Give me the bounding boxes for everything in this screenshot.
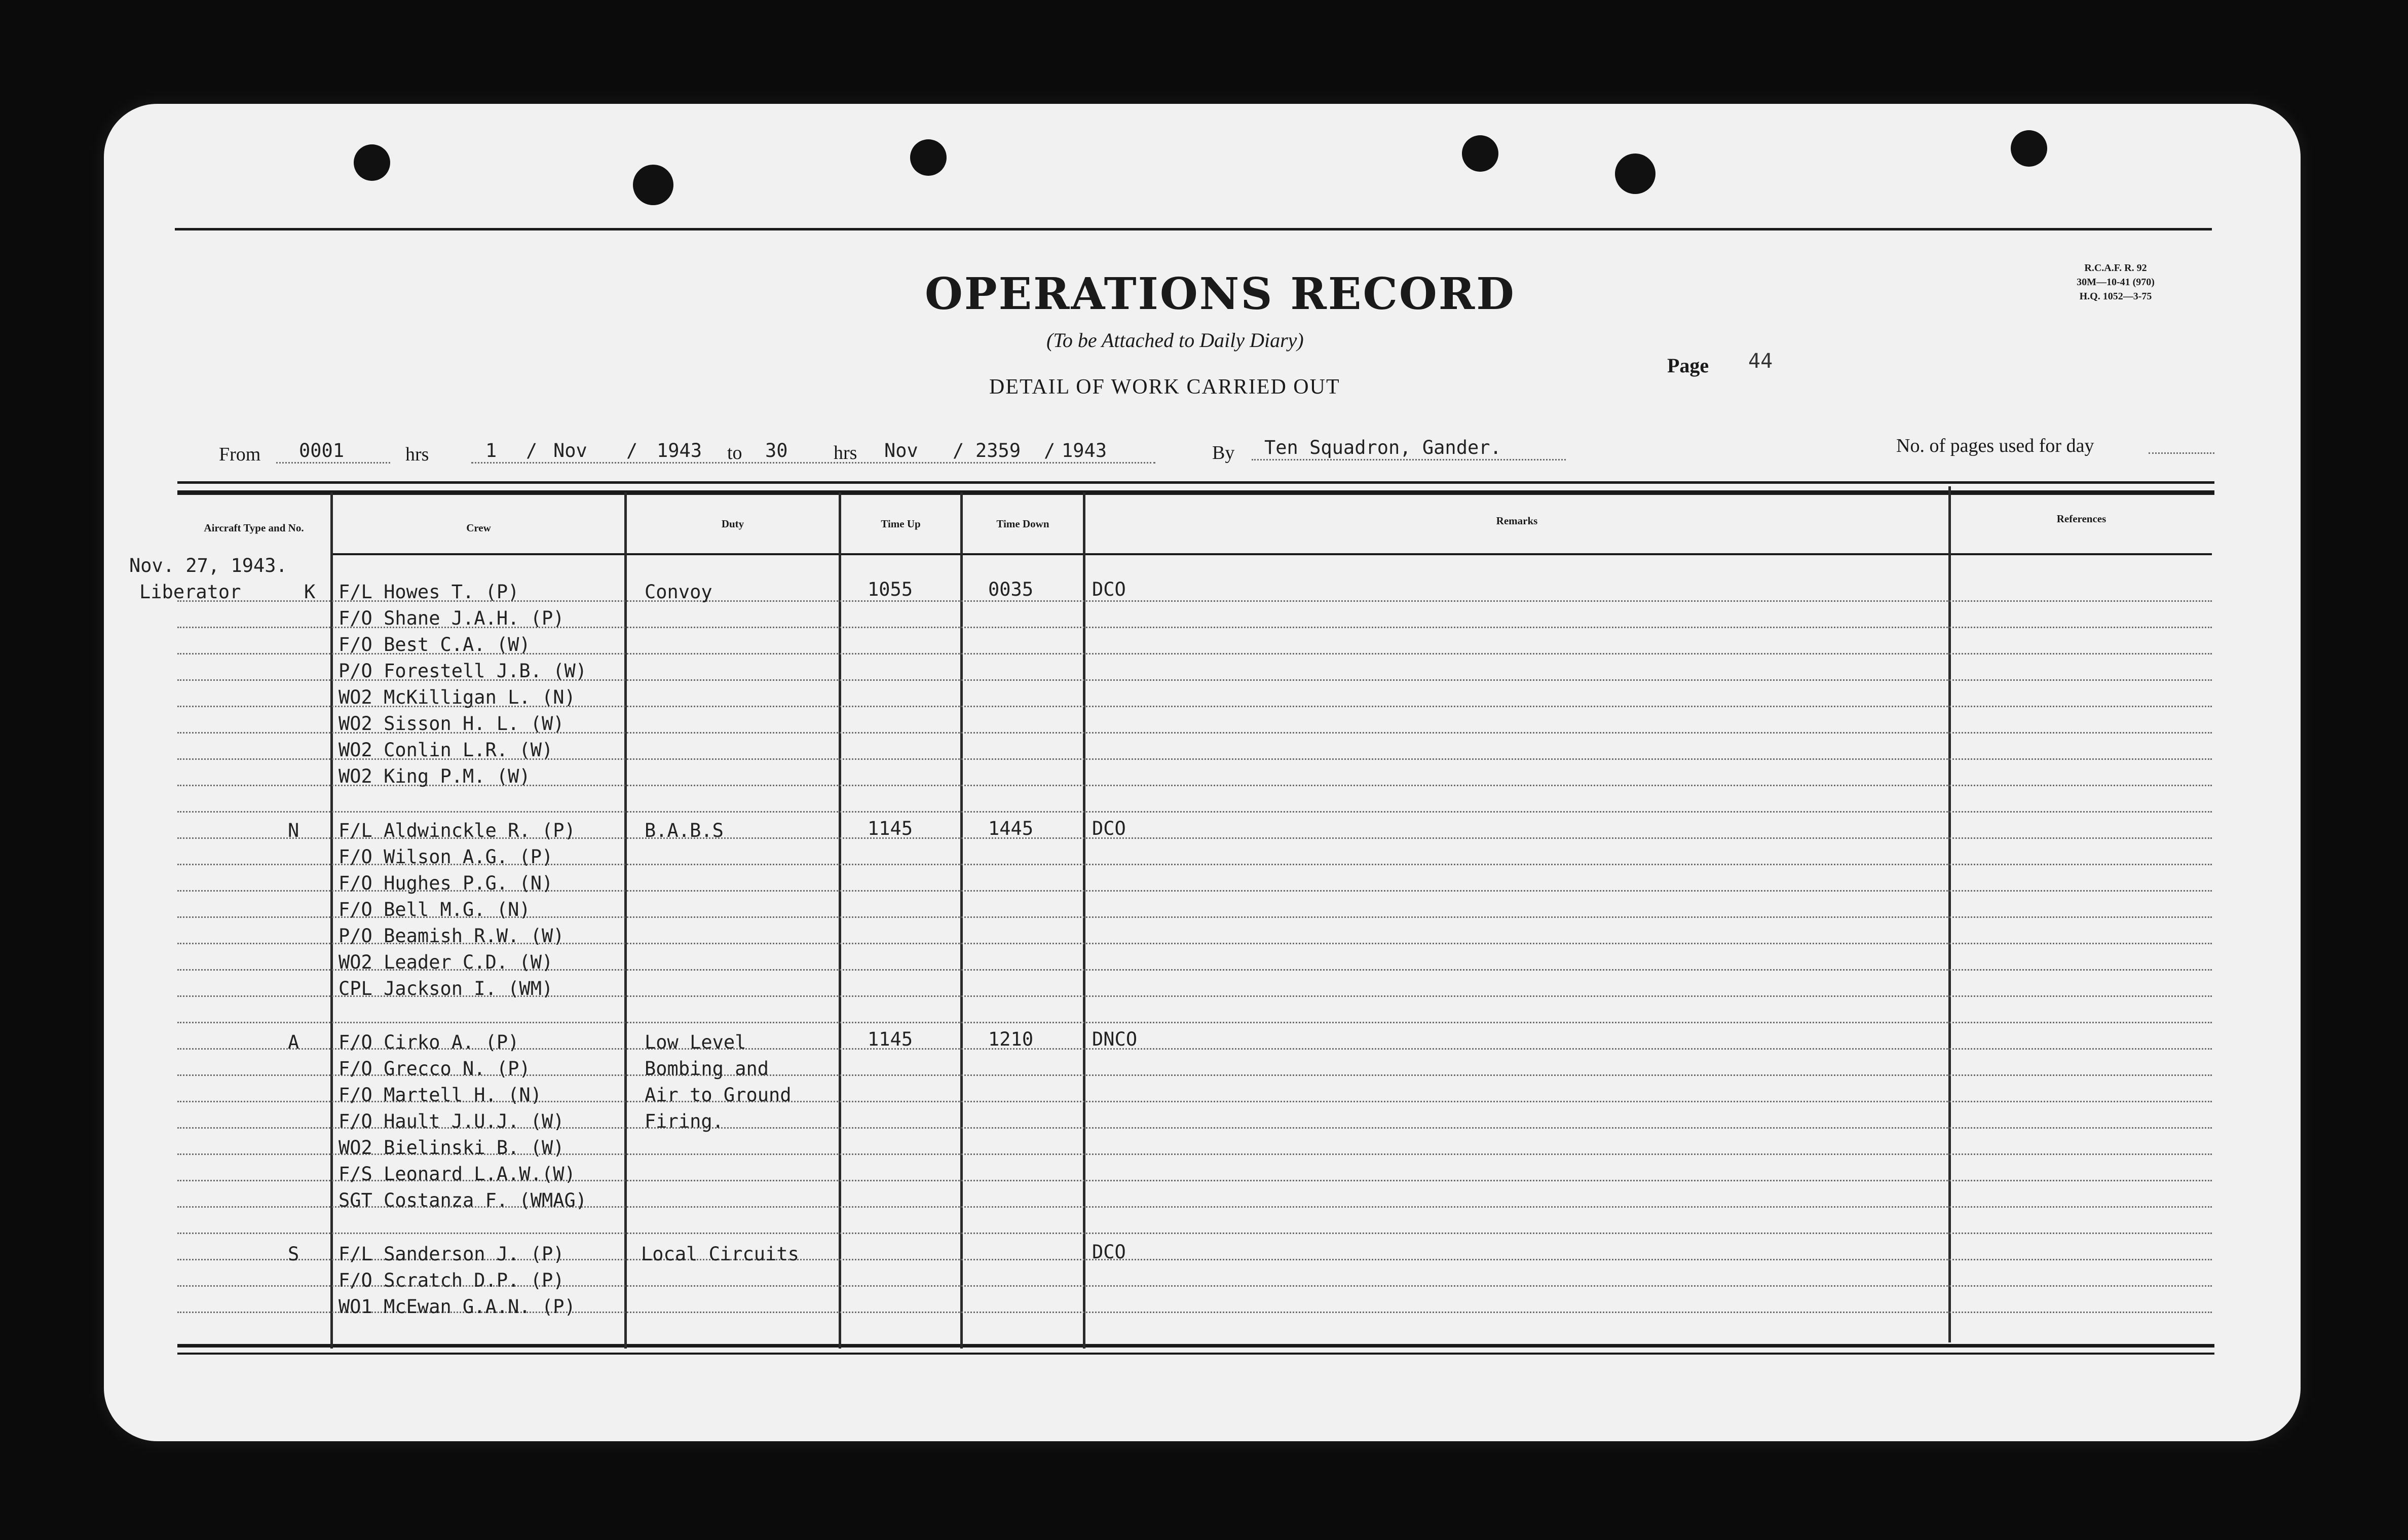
column-header-aircraft: Aircraft Type and No. [204, 522, 304, 534]
remarks-text: DNCO [1092, 1028, 1138, 1050]
column-divider [960, 492, 963, 1349]
crew-member: F/O Wilson A.G. (P) [338, 846, 553, 868]
form-code [2060, 261, 2171, 303]
table-top-rule [177, 490, 2214, 495]
fill-dots [276, 462, 390, 464]
crew-member: WO2 McKilligan L. (N) [338, 686, 576, 708]
duty-text: Air to Ground [645, 1084, 792, 1106]
entry-date: Nov. 27, 1943. [129, 555, 287, 576]
table-bottom-rule [177, 1353, 2214, 1355]
crew-member: P/O Forestell J.B. (W) [338, 660, 587, 682]
crew-member: WO2 Sisson H. L. (W) [338, 713, 565, 735]
column-divider [1948, 486, 1951, 1342]
remarks-text: DCO [1092, 818, 1126, 839]
table-top-rule [177, 481, 2214, 484]
crew-member: F/L Howes T. (P) [338, 581, 519, 603]
punch-hole [633, 165, 673, 205]
aircraft-letter: N [288, 820, 299, 841]
form-code-line: R.C.A.F. R. 92 [2084, 262, 2147, 274]
hrs-label: hrs [405, 444, 429, 465]
form-code-line: H.Q. 1052—3-75 [2079, 291, 2152, 302]
to-day: 30 [765, 440, 788, 461]
separator: / [1044, 440, 1056, 461]
time-up: 1145 [868, 818, 913, 839]
crew-member: SGT Costanza F. (WMAG) [338, 1189, 587, 1211]
crew-member: F/O Scratch D.P. (P) [338, 1269, 565, 1291]
from-hrs: 0001 [299, 440, 345, 461]
punch-hole [354, 144, 390, 181]
crew-member: F/O Cirko A. (P) [338, 1031, 519, 1053]
column-header-remarks: Remarks [1496, 515, 1538, 527]
aircraft-letter: K [304, 581, 316, 603]
page-label: Page [1667, 354, 1709, 377]
fill-dots [2149, 452, 2214, 454]
column-header-crew: Crew [466, 522, 491, 534]
to-label: to [727, 442, 742, 464]
fill-dots [471, 462, 1155, 464]
record-title: OPERATIONS RECORD [925, 268, 1516, 320]
ruled-line [177, 1233, 2212, 1234]
detail-heading: DETAIL OF WORK CARRIED OUT [989, 375, 1340, 399]
time-up: 1145 [868, 1028, 913, 1050]
to-year: 1943 [1062, 440, 1107, 461]
to-hrs: 2359 [975, 440, 1021, 461]
crew-member: F/L Aldwinckle R. (P) [338, 820, 576, 841]
separator: / [953, 440, 964, 461]
record-subtitle: (To be Attached to Daily Diary) [1046, 329, 1304, 352]
remarks-text: DCO [1092, 1241, 1126, 1263]
crew-member: F/O Shane J.A.H. (P) [338, 607, 565, 629]
hrs-label-2: hrs [834, 442, 857, 464]
crew-member: WO2 Leader C.D. (W) [338, 951, 553, 973]
column-header-references: References [2056, 513, 2106, 525]
form-code-line: 30M—10-41 (970) [2077, 277, 2155, 288]
by-label: By [1212, 442, 1235, 464]
ruled-line [177, 811, 2212, 813]
time-up: 1055 [868, 579, 913, 600]
time-down: 0035 [988, 579, 1034, 600]
aircraft-letter: A [288, 1031, 299, 1053]
crew-member: F/O Bell M.G. (N) [338, 899, 531, 920]
crew-member: F/O Hughes P.G. (N) [338, 872, 553, 894]
column-header-duty: Duty [721, 518, 744, 530]
column-divider [1083, 492, 1085, 1349]
to-month: Nov [884, 440, 918, 461]
punch-hole [1462, 135, 1498, 172]
crew-member: F/O Martell H. (N) [338, 1084, 542, 1106]
crew-member: WO2 Conlin L.R. (W) [338, 739, 553, 761]
duty-text: Firing. [645, 1110, 724, 1132]
top-rule [175, 228, 2212, 230]
separator: / [626, 440, 638, 461]
separator: / [526, 440, 538, 461]
from-label: From [219, 444, 261, 465]
duty-text: Bombing and [645, 1058, 769, 1080]
column-divider [624, 492, 627, 1349]
crew-member: F/L Sanderson J. (P) [338, 1243, 565, 1265]
crew-member: F/O Hault J.U.J. (W) [338, 1110, 565, 1132]
page-number: 44 [1748, 350, 1773, 373]
by-unit: Ten Squadron, Gander. [1264, 437, 1501, 458]
crew-member: CPL Jackson I. (WM) [338, 978, 553, 999]
column-divider [839, 492, 841, 1349]
aircraft-letter: S [288, 1243, 299, 1265]
duty-text: Local Circuits [641, 1243, 799, 1265]
from-day: 1 [485, 440, 497, 461]
time-down: 1210 [988, 1028, 1034, 1050]
time-down: 1445 [988, 818, 1034, 839]
table-bottom-rule [177, 1344, 2214, 1348]
crew-member: F/O Grecco N. (P) [338, 1058, 531, 1080]
crew-member: F/O Best C.A. (W) [338, 634, 531, 656]
crew-member: WO2 Bielinski B. (W) [338, 1137, 565, 1159]
duty-text: B.A.B.S [645, 820, 724, 841]
from-month: Nov [553, 440, 587, 461]
crew-member: WO2 King P.M. (W) [338, 765, 531, 787]
punch-hole [2011, 130, 2047, 167]
column-header-time-up: Time Up [881, 518, 921, 530]
pages-used-label: No. of pages used for day [1896, 435, 2094, 456]
fill-dots [1252, 459, 1566, 460]
crew-member: P/O Beamish R.W. (W) [338, 925, 565, 947]
duty-text: Low Level [645, 1031, 746, 1053]
ruled-line [177, 1022, 2212, 1023]
crew-member: WO1 McEwan G.A.N. (P) [338, 1296, 576, 1318]
header-underline [332, 553, 2212, 555]
punch-hole [1615, 153, 1656, 194]
punch-hole [910, 139, 947, 176]
remarks-text: DCO [1092, 579, 1126, 600]
column-divider [330, 492, 333, 1349]
aircraft-type: Liberator [139, 581, 241, 603]
column-header-time-down: Time Down [996, 518, 1049, 530]
from-year: 1943 [657, 440, 702, 461]
duty-text: Convoy [645, 581, 712, 603]
crew-member: F/S Leonard L.A.W.(W) [338, 1163, 576, 1185]
